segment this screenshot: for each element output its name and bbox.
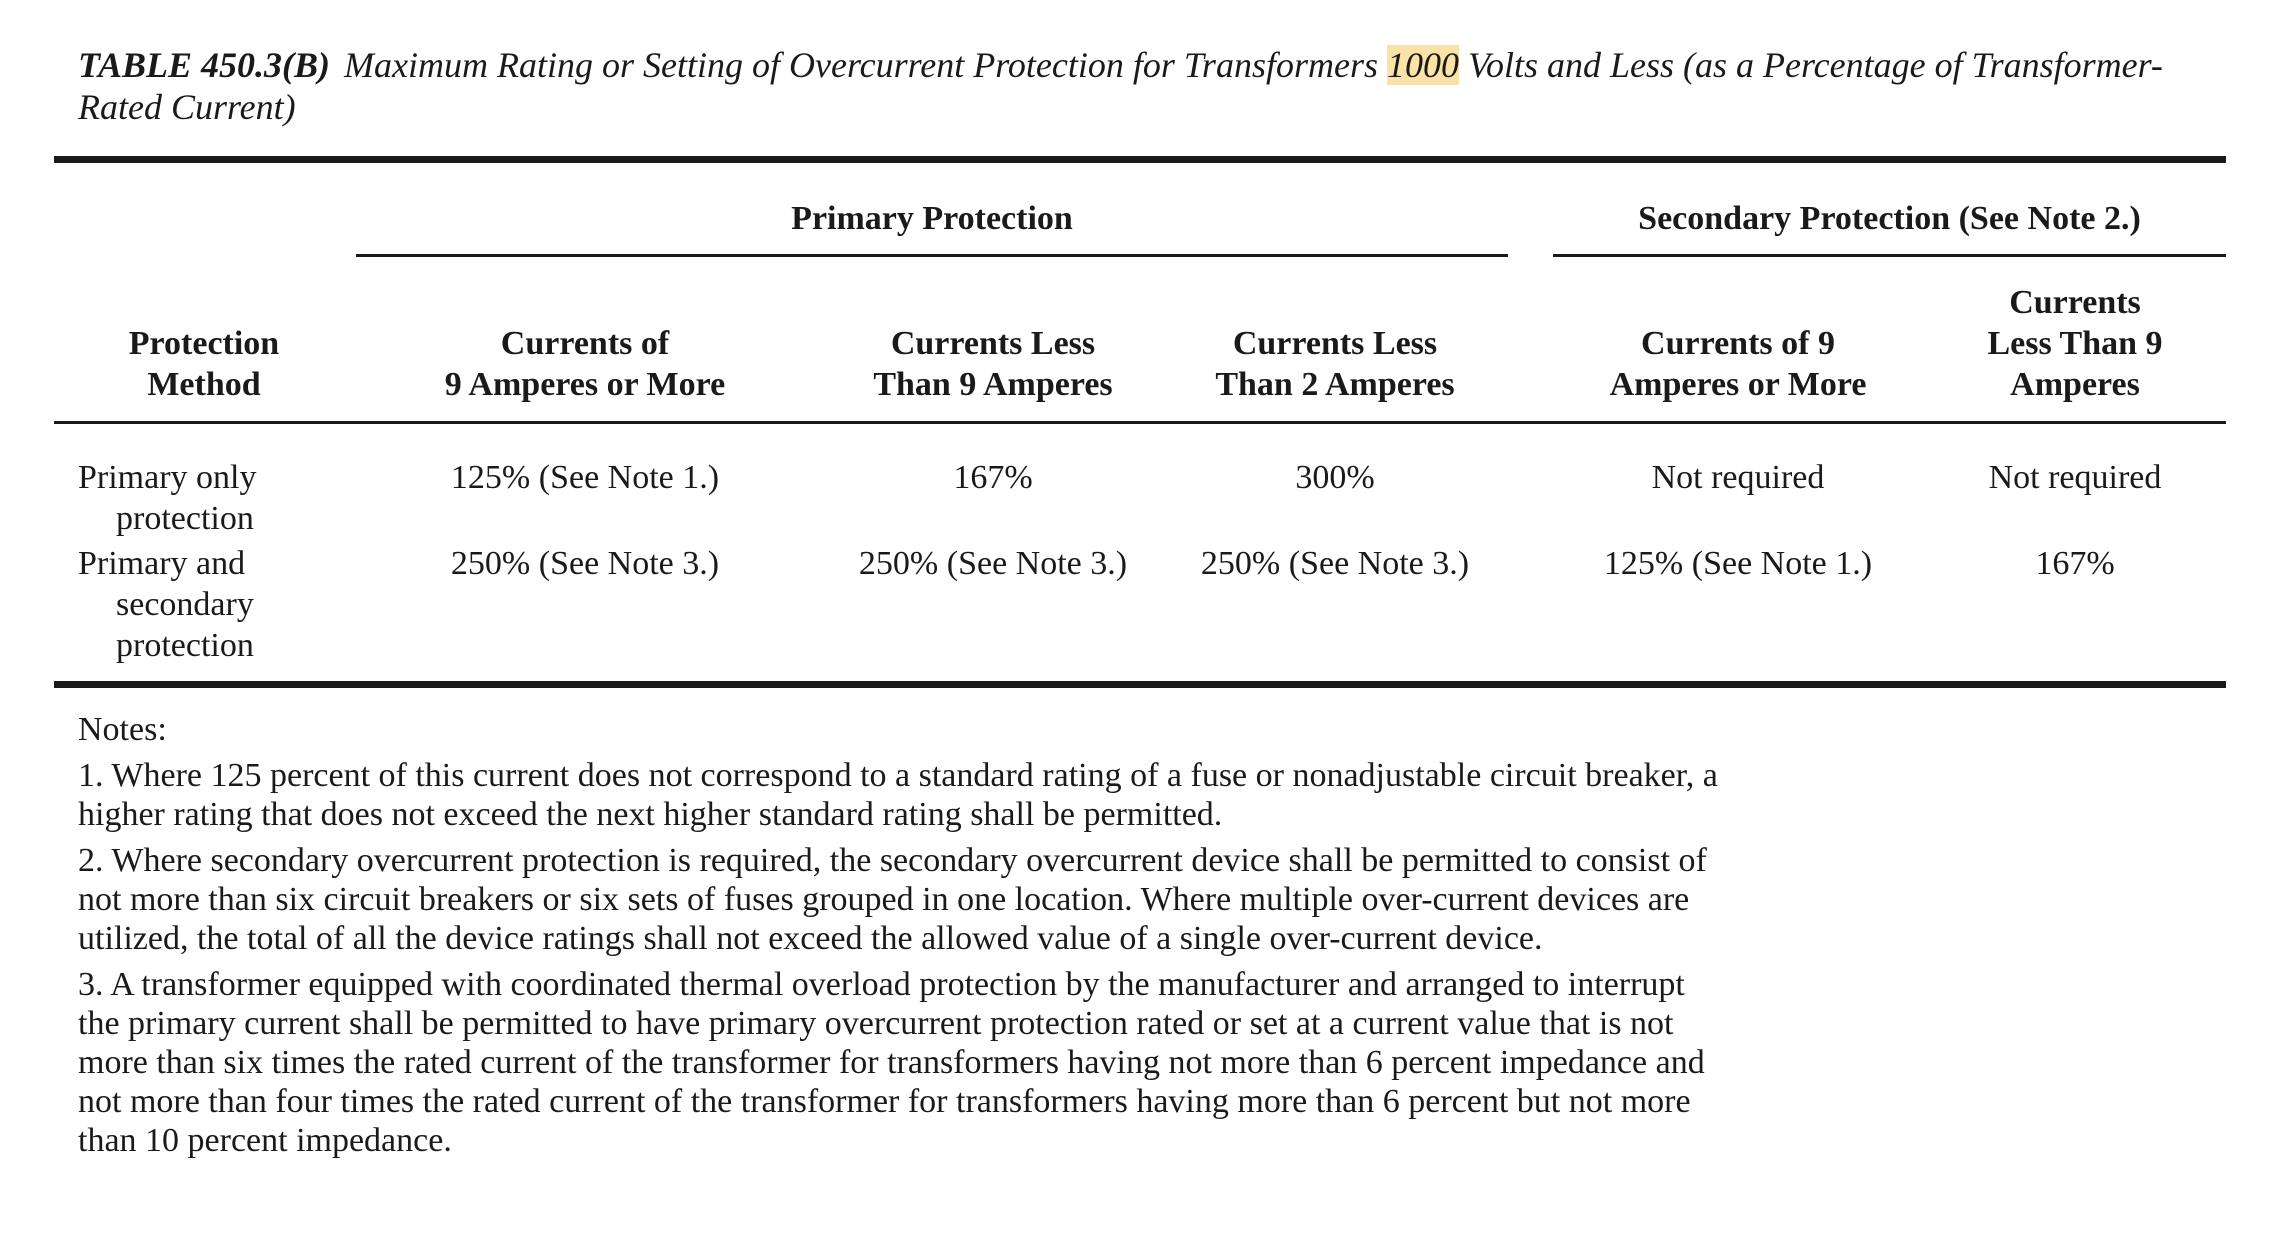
column-header-line: Amperes bbox=[2010, 366, 2140, 403]
table-cell: 125% (See Note 1.) bbox=[450, 459, 720, 496]
row-method-primary-only: Primary only protection bbox=[78, 459, 257, 537]
title-text-before: Maximum Rating or Setting of Overcurrent Protection for Transformers bbox=[344, 45, 1387, 85]
table-cell: 250% (See Note 3.) bbox=[450, 545, 720, 582]
secondary-group-rule bbox=[1553, 254, 2226, 257]
column-header-method bbox=[54, 323, 354, 405]
primary-group-rule bbox=[356, 254, 1508, 257]
table-notes bbox=[78, 710, 1718, 1167]
column-header-line: Currents Less bbox=[1232, 325, 1438, 362]
table-cell: 250% (See Note 3.) bbox=[1200, 545, 1470, 582]
column-header-line: Than 2 Amperes bbox=[1215, 366, 1455, 403]
column-header-line: Currents of bbox=[500, 325, 670, 362]
table-cell: Not required bbox=[1651, 459, 1825, 496]
table-cell: 125% (See Note 1.) bbox=[1603, 545, 1873, 582]
column-header-line: Method bbox=[147, 366, 261, 403]
column-header-line: Currents bbox=[2009, 284, 2141, 321]
table-cell: 250% (See Note 3.) bbox=[858, 545, 1128, 582]
column-header-primary-less-9 bbox=[808, 323, 1178, 405]
note-item: 3. A transformer equipped with coordinated thermal overload protection by the manufacturer and arranged to interrupt the primary current shall be permitted to have primary overcurrent protection rated or set at a current value that is not more than six times the rated current of the transformer for transformers having not more than 6 percent impedance and not more than four times the rated current of the transformer for transformers having more than 6 percent but not more than 10 percent impedance. bbox=[78, 966, 1705, 1159]
column-header-primary-less-2 bbox=[1160, 323, 1510, 405]
secondary-protection-header: Secondary Protection (See Note 2.) bbox=[1638, 200, 2141, 237]
table-title bbox=[78, 44, 2178, 128]
table-cell: 167% bbox=[2035, 545, 2115, 582]
column-header-line: Currents of 9 bbox=[1641, 325, 1835, 362]
table-number: TABLE 450.3(B) bbox=[78, 45, 331, 85]
title-highlight: 1000 bbox=[1386, 45, 1459, 85]
notes-heading: Notes: bbox=[78, 711, 167, 748]
column-header-line: Less Than 9 bbox=[1987, 325, 2163, 362]
note-item: 2. Where secondary overcurrent protection is required, the secondary overcurrent device shall be permitted to consist of not more than six circuit breakers or six sets of fuses grouped in one location. Where multiple over-current devices are utilized, the total of all the device ratings shall not exceed the allowed value of a single over-current device. bbox=[78, 842, 1707, 957]
column-header-line: Amperes or More bbox=[1609, 366, 1867, 403]
primary-protection-header: Primary Protection bbox=[791, 200, 1073, 237]
table-cell: 167% bbox=[953, 459, 1033, 496]
table-bottom-rule bbox=[54, 681, 2226, 688]
column-header-secondary-less-9 bbox=[1935, 282, 2215, 405]
column-header-line: Protection bbox=[128, 325, 280, 362]
column-header-line: Currents Less bbox=[890, 325, 1096, 362]
table-top-rule bbox=[54, 156, 2226, 163]
header-bottom-rule bbox=[54, 421, 2226, 424]
row-method-primary-and-secondary: Primary and secondary protection bbox=[78, 545, 254, 664]
column-header-secondary-9-or-more bbox=[1553, 323, 1923, 405]
table-cell: 300% bbox=[1295, 459, 1375, 496]
column-header-line: 9 Amperes or More bbox=[444, 366, 726, 403]
column-header-primary-9-or-more bbox=[390, 323, 780, 405]
column-header-line: Than 9 Amperes bbox=[873, 366, 1113, 403]
title-text-after: Volts and Less (as a Percentage of Transformer-Rated Current) bbox=[78, 45, 2163, 127]
note-item: 1. Where 125 percent of this current does not correspond to a standard rating of a fuse or nonadjustable circuit breaker, a higher rating that does not exceed the next higher standard rating shall be permitted. bbox=[78, 757, 1718, 833]
table-cell: Not required bbox=[1988, 459, 2162, 496]
